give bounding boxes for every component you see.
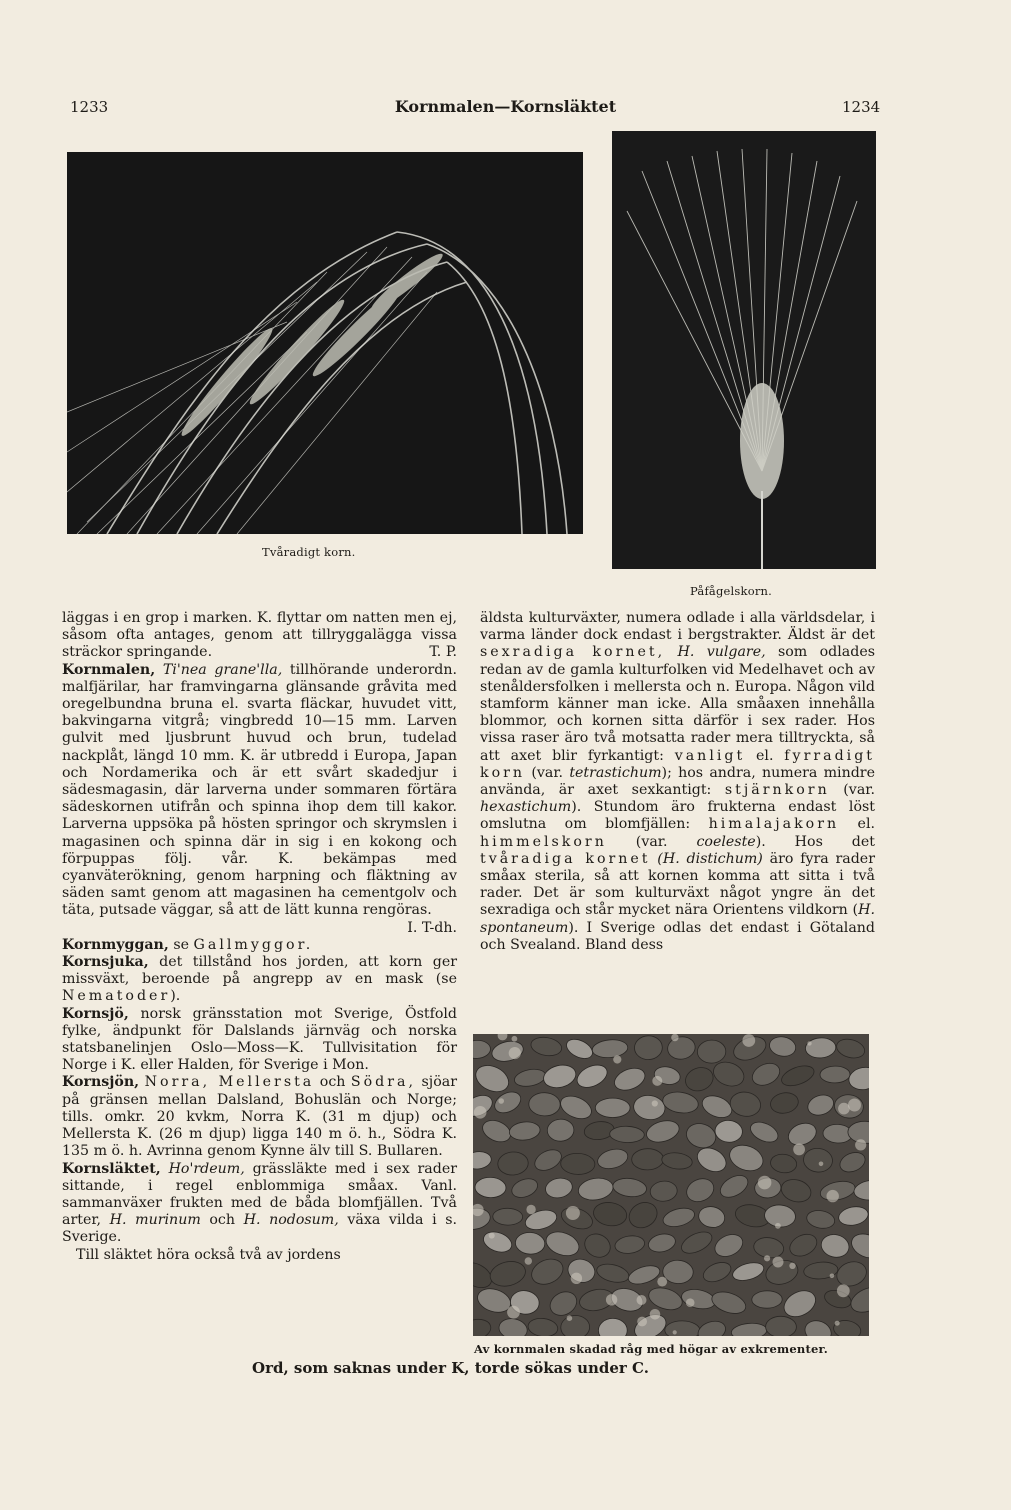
frass-speck (525, 1257, 532, 1264)
frass-speck (566, 1206, 580, 1220)
frass-speck (789, 1263, 795, 1269)
frass-speck (855, 1139, 866, 1150)
grain-kernel (632, 1148, 664, 1170)
grain-kernel (752, 1291, 783, 1309)
frass-speck (819, 1162, 824, 1167)
frass-speck (673, 1330, 677, 1334)
frass-speck (507, 1306, 520, 1319)
frass-speck (657, 1277, 667, 1287)
entry-kornslaktet: Kornsläktet, Ho'rdeum, grässläkte med i sex rader sittande, i regel enblommiga småax. Vanl. sammanväxer frukten med de båda blomfjällen. Två arter, H. murinum och H. nodosum, växa vilda i s. Sverige. (62, 1160, 458, 1246)
frass-speck (509, 1047, 521, 1059)
frass-speck (652, 1100, 658, 1106)
caption-peacock-barley: Påfågelskorn. (690, 584, 772, 598)
entry-kornsjuka: Kornsjuka, det tillstånd hos jorden, att korn ger missväxt, beroende på angrepp av en mask (se Nematoder). (62, 954, 458, 1005)
left-text-column (62, 610, 457, 1264)
paragraph-kornslaktet-cont: Till släktet höra också två av jordens (76, 1246, 341, 1263)
frass-speck (489, 1233, 495, 1239)
frass-speck (526, 1205, 535, 1214)
page-number-left: 1233 (70, 98, 109, 116)
frass-speck (827, 1190, 839, 1202)
page-title: Kornmalen—Kornsläktet (394, 97, 617, 116)
frass-speck (512, 1036, 518, 1042)
frass-speck (758, 1176, 772, 1190)
paragraph-kornslaktet-right: äldsta kulturväxter, numera odlade i alla världsdelar, i varma länder dock endast i bergstrakter. Äldst är det sexradiga kornet, H. vulgare, som odlades redan av de gamla kulturfolken vid Medelhavet och av stenåldersfolken i mellersta och n. Europa. Någon vild stamform känner man icke. Alla småaxen innehålla blommor, och kornen sitta därför i sex rader. Hos vissa raser äro två motsatta rader mera tilltryckta, så att axet blir fyrkantigt: vanligt el. fyrradigt korn (var. tetrastichum); hos andra, numera mindre använda, är axet sexkantigt: stjärnkorn (var. hexastichum). Stundom äro frukterna endast löst omslutna om blomfjällen: himalajakorn el. himmelskorn (var. coeleste). Hos det tvåradiga kornet (H. distichum) äro fyra rader småax sterila, så att kornen komma att sitta i två rader. Det är som kulturväxt något yngre än det sexradiga och står mycket nära Orientens vildkorn (H. spontaneum). I Sverige odlas det endast i Götaland och Svealand. Bland dess (480, 610, 876, 953)
grain-kernel (820, 1066, 850, 1083)
frass-speck (807, 1041, 811, 1045)
frass-speck (837, 1284, 850, 1297)
frass-speck (775, 1223, 781, 1229)
entry-kornsjon: Kornsjön, Norra, Mellersta och Södra, sjöar på gränsen mellan Dalsland, Bohuslän och Norge; tills. omkr. 20 kvkm, Norra K. (31 m djup) och Mellersta K. (26 m djup) ligga 140 m ö. h., Södra K. 135 m ö. h. Avrinna genom Kynne älv till S. Bullaren. (62, 1074, 457, 1160)
frass-speck (567, 1315, 573, 1321)
frass-speck (848, 1099, 861, 1112)
paragraph-continuation: läggas i en grop i marken. K. flyttar om natten men ej, såsom ofta antages, genom att tillryggalägga vissa sträckor springande. T. P. (62, 610, 457, 661)
right-text-column (480, 610, 875, 954)
two-row-barley-photo (67, 152, 583, 534)
frass-speck (650, 1309, 661, 1320)
frass-speck (474, 1106, 487, 1119)
frass-speck (613, 1055, 621, 1063)
caption-two-row-barley: Tvåradigt korn. (262, 545, 356, 559)
grain-kernel (493, 1208, 523, 1225)
frass-speck (773, 1257, 784, 1268)
damaged-rye-photo (473, 1034, 869, 1336)
entry-kornmalen: Kornmalen, Ti'nea grane'lla, tillhörande underordn. malfjärilar, har framvingarna glänsande gråvita med oregelbundna bruna el. svarta fläckar, huvudet vitt, bakvingarna vitgrå; vingbredd 10—15 mm. Larven gulvit med ljusbrunt huvud och brun, tudelad nackplåt, längd 10 mm. K. är utbredd i Europa, Japan och Nordamerika och är ett svårt skadedjur i sädesmagasin, där larverna under sommaren förtära sädeskornen utifrån och spinna ihop dem till kakor. Larverna uppsöka på hösten springor och skrymslen i magasinen och spinna där in sig i en kokong och förpuppas följ. vår. K. bekämpas med cyanväterökning, genom harpning och fläktning av säden samt genom att magasinen ha cementgolv och täta, putsade väggar, så att de lätt kunna rengöras. I. T-dh. (62, 661, 458, 936)
frass-speck (742, 1034, 755, 1047)
frass-speck (793, 1144, 805, 1156)
frass-speck (571, 1273, 582, 1284)
frass-speck (652, 1076, 662, 1086)
frass-speck (606, 1294, 617, 1305)
page-number-right: 1234 (842, 98, 881, 116)
entry-kornmyggan: Kornmyggan, se Gallmyggor. (62, 936, 314, 953)
frass-speck (637, 1295, 647, 1305)
frass-speck (830, 1274, 835, 1279)
caption-damaged-rye: Av kornmalen skadad råg med högar av exkrementer. (474, 1342, 828, 1356)
frass-speck (498, 1098, 504, 1104)
frass-speck (764, 1255, 770, 1261)
frass-speck (671, 1034, 678, 1041)
peacock-barley-photo (612, 131, 876, 569)
entry-kornsjo: Kornsjö, norsk gränsstation mot Sverige, Östfold fylke, ändpunkt för Dalslands järnväg och norska statsbanelinjen Oslo—Moss—K. Tullvisitation för Norge i K. eller Halden, för Sverige i Mon. (62, 1005, 458, 1074)
footer-note: Ord, som saknas under K, torde sökas under C. (252, 1359, 649, 1377)
frass-speck (838, 1103, 850, 1115)
frass-speck (835, 1321, 840, 1326)
grain-kernel (595, 1098, 630, 1117)
frass-speck (686, 1298, 695, 1307)
frass-speck (637, 1317, 647, 1327)
